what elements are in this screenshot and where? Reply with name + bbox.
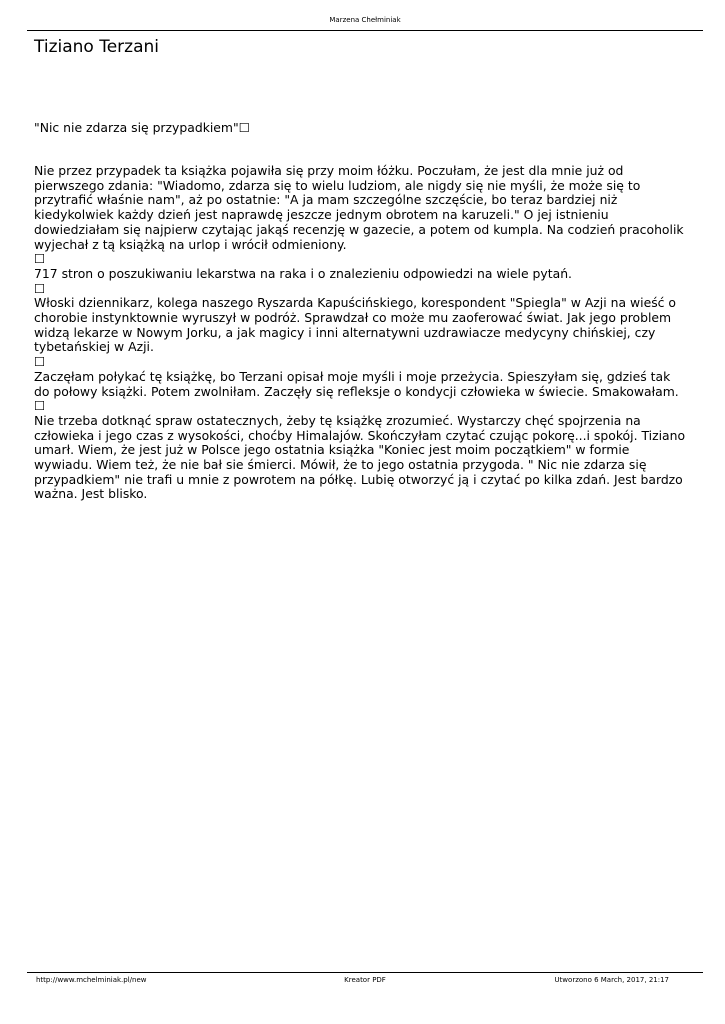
body-line: chorobie instynktownie wyruszył w podróż. Sprawdzał co może mu zaoferować świat. Jak jego problem xyxy=(34,310,672,326)
placeholder-glyph: ☐ xyxy=(34,398,46,414)
article-body xyxy=(34,164,694,502)
body-line: wyjechał z tą książką na urlop i wrócił odmieniony. xyxy=(34,236,347,252)
body-line: ważna. Jest blisko. xyxy=(34,486,148,502)
body-line: Zaczęłam połykać tę książkę, bo Terzani opisał moje myśli i moje przeżycia. Spieszyłam się, gdzieś tak xyxy=(34,368,671,384)
placeholder-glyph: ☐ xyxy=(34,280,46,296)
body-line: Nie trzeba dotknąć spraw ostatecznych, żeby tę książkę zrozumieć. Wystarczy chęć spojrzenia na xyxy=(34,412,641,428)
body-line: człowieka i jego czas z wysokości, choćby Himalajów. Skończyłam czytać czując pokorę...i spokój. Tiziano xyxy=(34,427,686,443)
body-line: widzą lekarze w Nowym Jorku, a jak magicy i inni alternatywni uzdrawiacze medycyny chińskiej, czy xyxy=(34,324,656,340)
footer-created-date: Utworzono 6 March, 2017, 21:17 xyxy=(554,976,669,984)
quote-line: "Nic nie zdarza się przypadkiem"☐ xyxy=(34,120,250,135)
body-line: pierwszego zdania: "Wiadomo, zdarza się to wielu ludziom, ale nigdy się nie myśli, że może się to xyxy=(34,177,641,193)
body-line: dowiedziałam się najpierw czytając jakąś recenzję w gazecie, a potem od kumpla. Na codzień pracoholik xyxy=(34,221,684,237)
body-line: wywiadu. Wiem też, że nie bał sie śmierci. Mówił, że to jego ostatnia przygoda. " Nic nie zdarza się xyxy=(34,457,647,473)
body-line: przytrafić właśnie nam", aż po ostatnie: "A ja mam szczególne szczęście, bo teraz bardziej niż xyxy=(34,192,618,208)
body-line: umarł. Wiem, że jest już w Polsce jego ostatnia książka "Koniec jest moim początkiem" w formie xyxy=(34,442,630,458)
placeholder-glyph: ☐ xyxy=(34,354,46,370)
header-author: Marzena Chełminiak xyxy=(329,16,401,24)
footer-url-link[interactable]: http://www.mchelminiak.pl/new xyxy=(36,976,147,984)
body-line: Nie przez przypadek ta książka pojawiła się przy moim łóżku. Poczułam, że jest dla mnie już od xyxy=(34,163,624,178)
page-title: Tiziano Terzani xyxy=(34,37,160,57)
body-line: 717 stron o poszukiwaniu lekarstwa na raka i o znalezieniu odpowiedzi na wiele pytań. xyxy=(34,265,572,281)
body-line: przypadkiem" nie trafi u mnie z powrotem na półkę. Lubię otworzyć ją i czytać po kilka zdań. Jest bardzo xyxy=(34,471,683,487)
page-footer xyxy=(27,972,703,987)
footer-generator: Kreator PDF xyxy=(344,976,386,984)
body-line: kiedykolwiek każdy dzień jest naprawdę jeszcze jednym obrotem na karuzeli." O jej istnieniu xyxy=(34,207,609,223)
placeholder-glyph: ☐ xyxy=(34,251,46,267)
body-line: Włoski dziennikarz, kolega naszego Ryszarda Kapuścińskiego, korespondent "Spiegla" w Azji na wieść o xyxy=(34,295,676,311)
page-header xyxy=(27,14,703,31)
body-line: do połowy książki. Potem zwolniłam. Zaczęły się refleksje o kondycji człowieka w świecie. Smakowałam. xyxy=(34,383,679,399)
body-line: tybetańskiej w Azji. xyxy=(34,339,154,355)
